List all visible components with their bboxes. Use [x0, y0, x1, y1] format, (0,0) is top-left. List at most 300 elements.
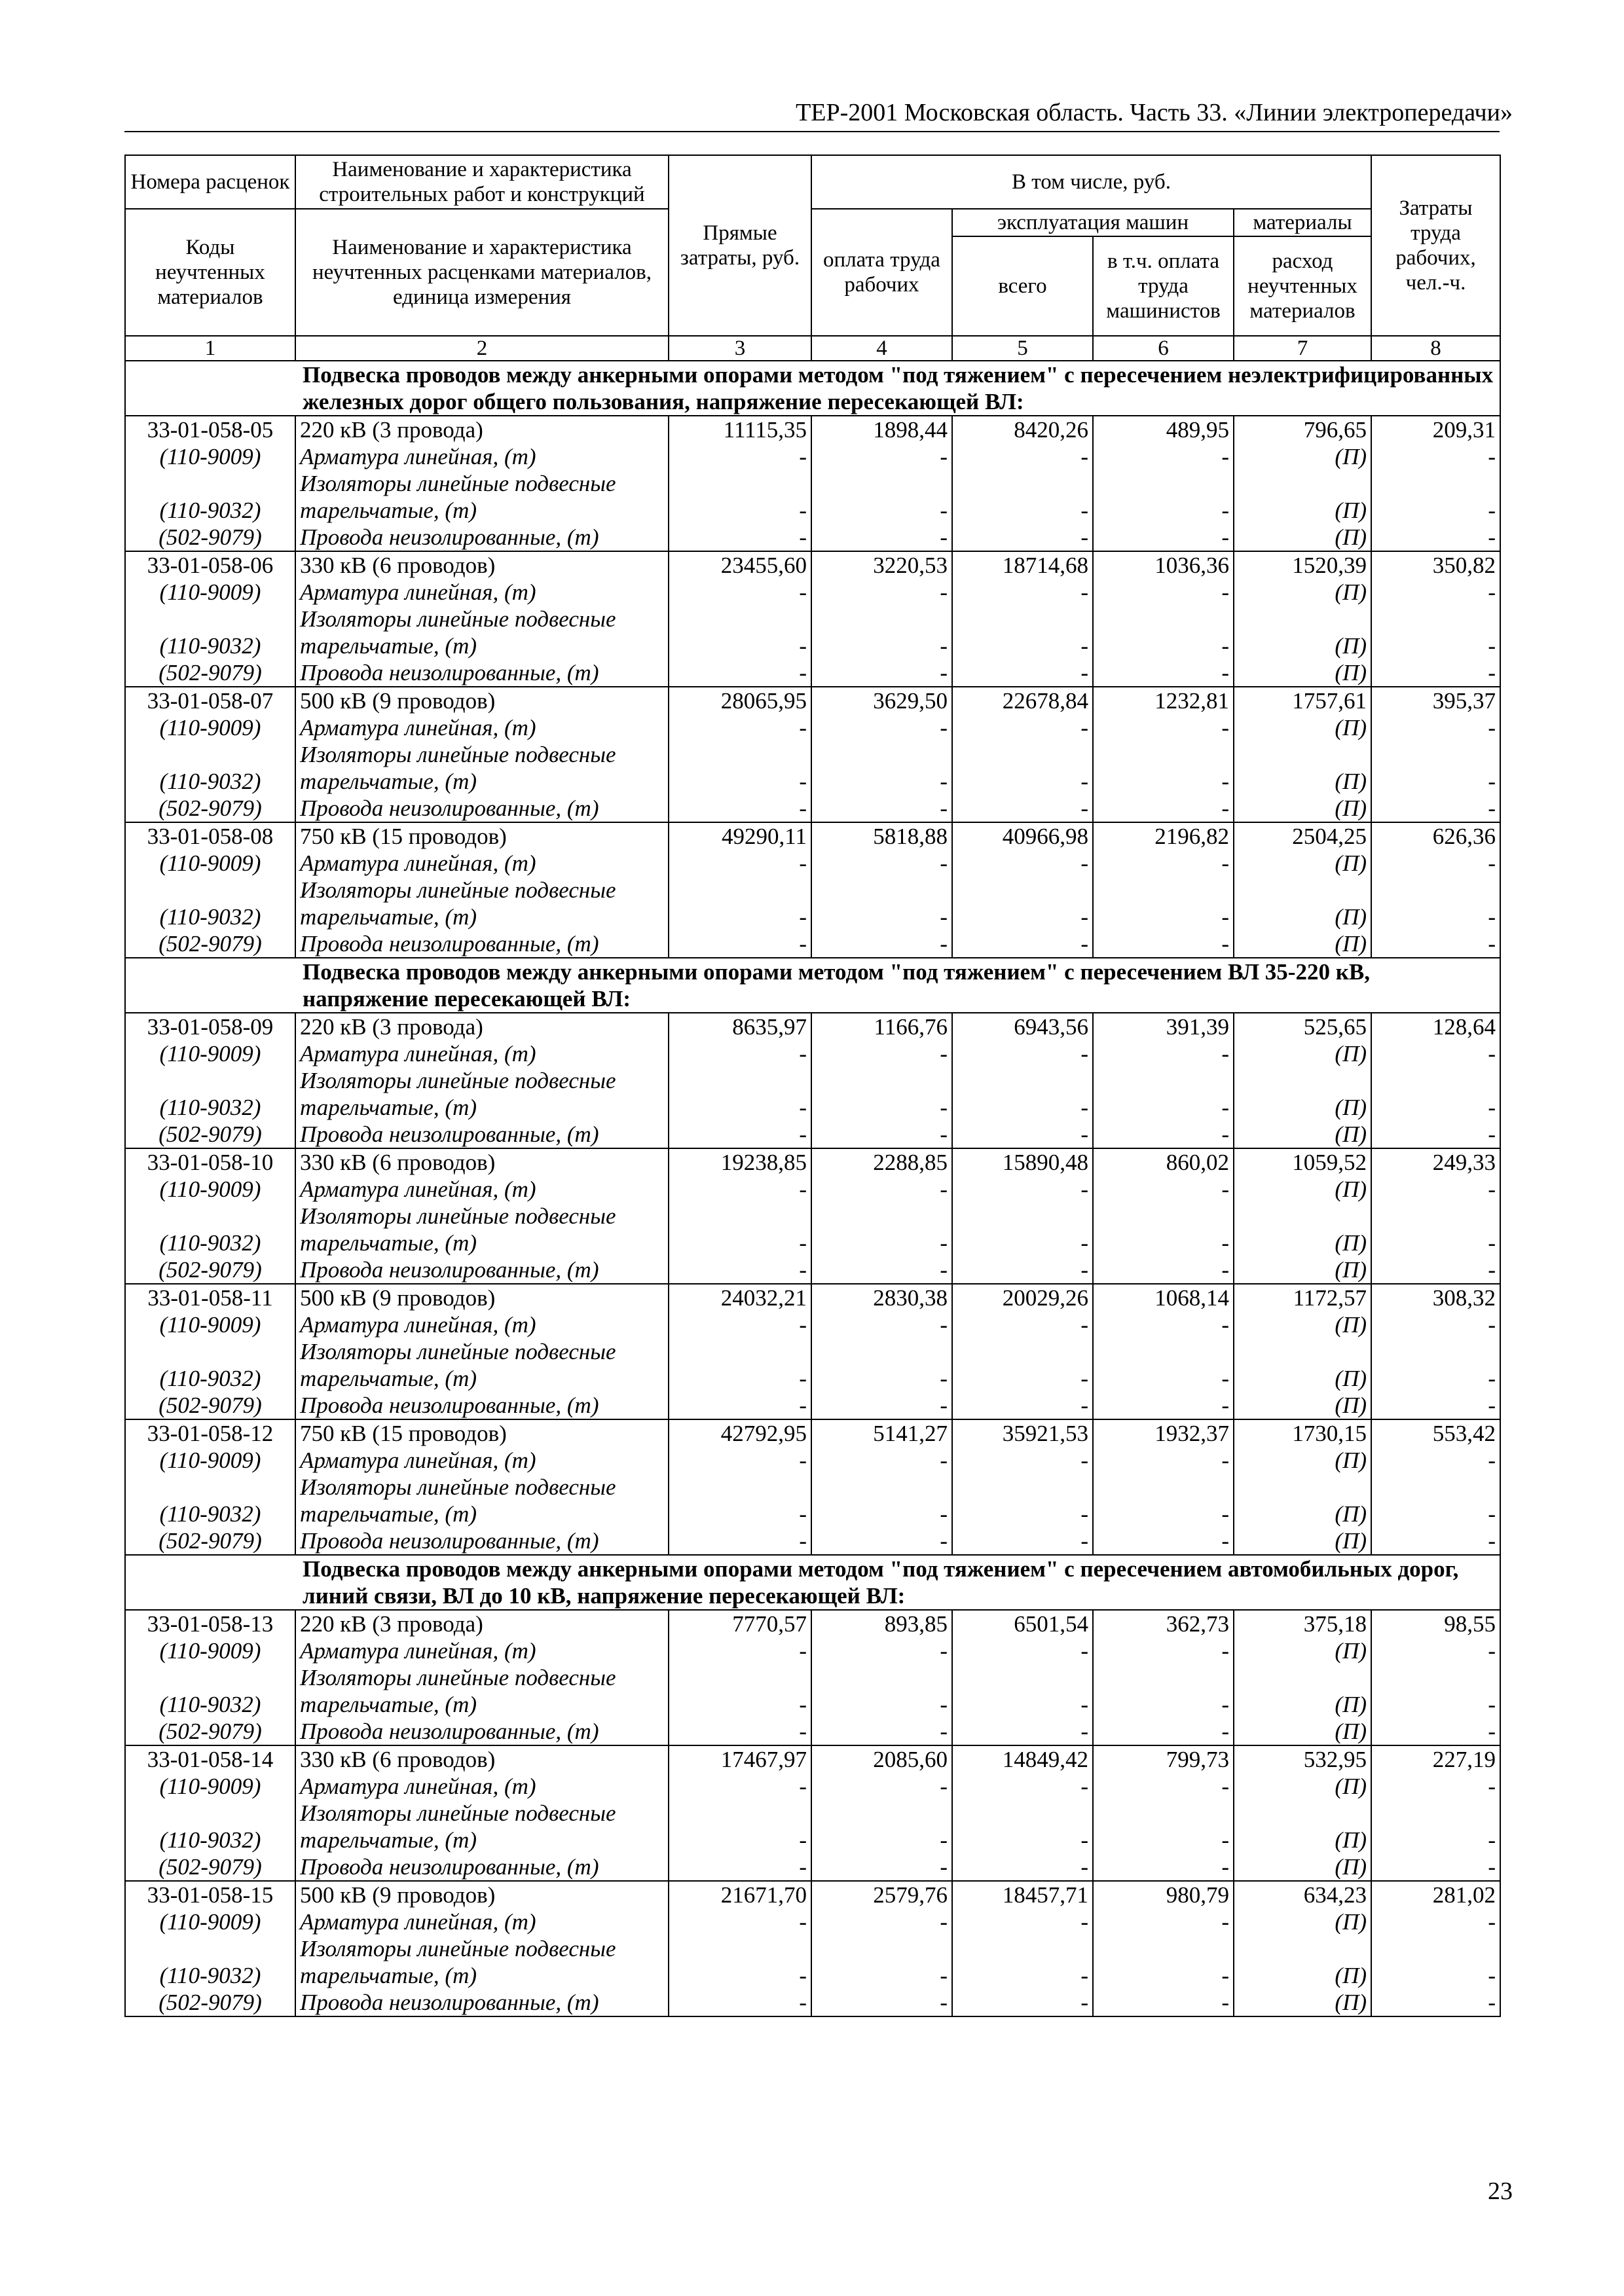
rate-name: 330 кВ (6 проводов): [295, 551, 669, 579]
empty-cell: [952, 470, 1093, 497]
section-heading-row: [125, 958, 1500, 1013]
materials-value: 796,65: [1234, 416, 1371, 443]
direct-costs-value: 23455,60: [669, 551, 811, 579]
material-code: (502-9079): [125, 1121, 295, 1148]
dash-value: -: [952, 659, 1093, 687]
dash-value: -: [669, 1691, 811, 1718]
material-row: [125, 1338, 1500, 1365]
direct-costs-value: 24032,21: [669, 1284, 811, 1311]
material-code: (110-9032): [125, 497, 295, 524]
dash-value: -: [1093, 1501, 1234, 1527]
dash-value: -: [1093, 579, 1234, 606]
material-row: [125, 1040, 1500, 1067]
material-code: (502-9079): [125, 524, 295, 551]
dash-value: -: [811, 1827, 952, 1853]
dash-value: -: [669, 1962, 811, 1989]
rate-row: [125, 1013, 1500, 1040]
dash-value: -: [1093, 1908, 1234, 1935]
material-price-note: (П): [1234, 1501, 1371, 1527]
dash-value: -: [1093, 497, 1234, 524]
rate-name: 500 кВ (9 проводов): [295, 1881, 669, 1908]
material-name: тарельчатые, (т): [295, 1365, 669, 1392]
dash-value: -: [952, 1908, 1093, 1935]
empty-cell: [811, 1664, 952, 1691]
section-heading-row: [125, 361, 1500, 416]
empty-cell: [1093, 741, 1234, 768]
machines-total-value: 22678,84: [952, 687, 1093, 714]
dash-value: -: [669, 632, 811, 659]
dash-value: -: [811, 768, 952, 795]
material-price-note: (П): [1234, 524, 1371, 551]
column-number: 8: [1371, 336, 1500, 361]
operator-pay-value: 489,95: [1093, 416, 1234, 443]
materials-value: 1730,15: [1234, 1419, 1371, 1447]
dash-value: -: [1093, 1827, 1234, 1853]
dash-value: -: [1371, 930, 1500, 958]
material-name: тарельчатые, (т): [295, 1962, 669, 1989]
labor-pay-value: 5141,27: [811, 1419, 952, 1447]
dash-value: -: [669, 497, 811, 524]
dash-value: -: [811, 1637, 952, 1664]
dash-value: -: [952, 1527, 1093, 1555]
labor-pay-value: 1166,76: [811, 1013, 952, 1040]
material-price-note: (П): [1234, 1853, 1371, 1881]
header-rate-numbers: Номера расценок: [125, 155, 295, 209]
dash-value: -: [1093, 1392, 1234, 1419]
empty-cell: [669, 1474, 811, 1501]
direct-costs-value: 17467,97: [669, 1745, 811, 1773]
empty-cell: [952, 1203, 1093, 1230]
material-code: (110-9032): [125, 768, 295, 795]
empty-cell: [952, 741, 1093, 768]
labor-pay-value: 3629,50: [811, 687, 952, 714]
dash-value: -: [1371, 1501, 1500, 1527]
header-labor-pay: оплата труда рабочих: [811, 209, 952, 336]
material-price-note: (П): [1234, 1962, 1371, 1989]
dash-value: -: [1371, 659, 1500, 687]
dash-value: -: [1371, 1121, 1500, 1148]
operator-pay-value: 1036,36: [1093, 551, 1234, 579]
dash-value: -: [669, 768, 811, 795]
material-name: Изоляторы линейные подвесные: [295, 741, 669, 768]
machines-total-value: 35921,53: [952, 1419, 1093, 1447]
empty-cell: [952, 1800, 1093, 1827]
labor-hours-value: 249,33: [1371, 1148, 1500, 1176]
empty-cell: [952, 1338, 1093, 1365]
dash-value: -: [811, 1365, 952, 1392]
dash-value: -: [811, 1527, 952, 1555]
dash-value: -: [669, 1094, 811, 1121]
dash-value: -: [811, 1230, 952, 1256]
material-price-note: (П): [1234, 1908, 1371, 1935]
material-name: Арматура линейная, (т): [295, 1040, 669, 1067]
header-machines-total: всего: [952, 236, 1093, 336]
empty-cell: [669, 1800, 811, 1827]
material-name: Изоляторы линейные подвесные: [295, 1800, 669, 1827]
header-including: В том числе, руб.: [811, 155, 1371, 209]
material-row: [125, 1637, 1500, 1664]
material-code-empty: [125, 1800, 295, 1827]
rate-name: 220 кВ (3 провода): [295, 1610, 669, 1637]
material-name: Арматура линейная, (т): [295, 1311, 669, 1338]
dash-value: -: [1371, 1311, 1500, 1338]
dash-value: -: [952, 1773, 1093, 1800]
material-row: [125, 1718, 1500, 1745]
dash-value: -: [1371, 1094, 1500, 1121]
material-name: Провода неизолированные, (т): [295, 1392, 669, 1419]
dash-value: -: [1093, 1094, 1234, 1121]
empty-cell: [1371, 1338, 1500, 1365]
operator-pay-value: 391,39: [1093, 1013, 1234, 1040]
empty-cell: [1234, 877, 1371, 903]
dash-value: -: [1371, 1256, 1500, 1284]
dash-value: -: [1371, 1230, 1500, 1256]
dash-value: -: [811, 497, 952, 524]
material-price-note: (П): [1234, 768, 1371, 795]
material-row: [125, 1067, 1500, 1094]
dash-value: -: [811, 1962, 952, 1989]
dash-value: -: [952, 850, 1093, 877]
labor-pay-value: 893,85: [811, 1610, 952, 1637]
dash-value: -: [1093, 1637, 1234, 1664]
labor-hours-value: 128,64: [1371, 1013, 1500, 1040]
material-row: [125, 1094, 1500, 1121]
dash-value: -: [669, 1773, 811, 1800]
rate-row: [125, 1148, 1500, 1176]
material-name: Арматура линейная, (т): [295, 1637, 669, 1664]
dash-value: -: [1093, 903, 1234, 930]
rate-name: 500 кВ (9 проводов): [295, 687, 669, 714]
dash-value: -: [669, 1040, 811, 1067]
empty-cell: [1371, 1474, 1500, 1501]
rate-name: 750 кВ (15 проводов): [295, 822, 669, 850]
dash-value: -: [1371, 768, 1500, 795]
empty-cell: [1234, 1800, 1371, 1827]
dash-value: -: [1093, 1989, 1234, 2016]
material-price-note: (П): [1234, 1230, 1371, 1256]
dash-value: -: [952, 1176, 1093, 1203]
dash-value: -: [1371, 1527, 1500, 1555]
material-code: (110-9032): [125, 903, 295, 930]
material-price-note: (П): [1234, 632, 1371, 659]
material-code: (110-9009): [125, 1637, 295, 1664]
dash-value: -: [669, 1176, 811, 1203]
material-code-empty: [125, 1474, 295, 1501]
materials-value: 375,18: [1234, 1610, 1371, 1637]
empty-cell: [1371, 877, 1500, 903]
empty-cell: [1234, 1935, 1371, 1962]
material-price-note: (П): [1234, 1311, 1371, 1338]
header-work-name: Наименование и характеристика строительных работ и конструкций: [295, 155, 669, 209]
dash-value: -: [952, 1718, 1093, 1745]
labor-hours-value: 227,19: [1371, 1745, 1500, 1773]
materials-value: 1520,39: [1234, 551, 1371, 579]
material-code: (110-9009): [125, 1908, 295, 1935]
material-price-note: (П): [1234, 443, 1371, 470]
rate-row: [125, 1284, 1500, 1311]
empty-cell: [1234, 1474, 1371, 1501]
empty-cell: [1093, 1474, 1234, 1501]
operator-pay-value: 799,73: [1093, 1745, 1234, 1773]
dash-value: -: [1093, 1365, 1234, 1392]
labor-hours-value: 626,36: [1371, 822, 1500, 850]
empty-cell: [669, 470, 811, 497]
dash-value: -: [1093, 1773, 1234, 1800]
dash-value: -: [1093, 1230, 1234, 1256]
materials-value: 1059,52: [1234, 1148, 1371, 1176]
material-name: Провода неизолированные, (т): [295, 1853, 669, 1881]
empty-cell: [1371, 1067, 1500, 1094]
material-row: [125, 1392, 1500, 1419]
direct-costs-value: 19238,85: [669, 1148, 811, 1176]
dash-value: -: [952, 1691, 1093, 1718]
empty-cell: [952, 877, 1093, 903]
material-code: (110-9009): [125, 1176, 295, 1203]
dash-value: -: [952, 903, 1093, 930]
dash-value: -: [1371, 1718, 1500, 1745]
rate-code: 33-01-058-11: [125, 1284, 295, 1311]
material-name: Провода неизолированные, (т): [295, 1256, 669, 1284]
header-machine-operation: эксплуатация машин: [952, 209, 1234, 236]
material-name: Арматура линейная, (т): [295, 1773, 669, 1800]
dash-value: -: [952, 930, 1093, 958]
material-name: Провода неизолированные, (т): [295, 659, 669, 687]
dash-value: -: [1371, 1691, 1500, 1718]
dash-value: -: [952, 1094, 1093, 1121]
material-row: [125, 850, 1500, 877]
material-row: [125, 1691, 1500, 1718]
material-code: (110-9032): [125, 632, 295, 659]
machines-total-value: 14849,42: [952, 1745, 1093, 1773]
empty-cell: [1093, 1338, 1234, 1365]
material-code: (110-9009): [125, 714, 295, 741]
dash-value: -: [1093, 659, 1234, 687]
material-code: (110-9032): [125, 1691, 295, 1718]
rate-code: 33-01-058-10: [125, 1148, 295, 1176]
material-price-note: (П): [1234, 714, 1371, 741]
dash-value: -: [669, 714, 811, 741]
material-row: [125, 1501, 1500, 1527]
empty-cell: [1371, 470, 1500, 497]
header-rule: [124, 131, 1500, 132]
dash-value: -: [811, 1392, 952, 1419]
dash-value: -: [669, 930, 811, 958]
dash-value: -: [811, 714, 952, 741]
dash-value: -: [1371, 497, 1500, 524]
empty-cell: [811, 470, 952, 497]
operator-pay-value: 1068,14: [1093, 1284, 1234, 1311]
material-code-empty: [125, 1203, 295, 1230]
dash-value: -: [669, 579, 811, 606]
dash-value: -: [952, 714, 1093, 741]
material-row: [125, 1365, 1500, 1392]
material-name: Провода неизолированные, (т): [295, 1718, 669, 1745]
dash-value: -: [669, 1853, 811, 1881]
rates-table: [124, 155, 1501, 2017]
material-row: [125, 741, 1500, 768]
materials-value: 634,23: [1234, 1881, 1371, 1908]
material-code: (110-9032): [125, 1094, 295, 1121]
material-name: тарельчатые, (т): [295, 1501, 669, 1527]
empty-cell: [1371, 1203, 1500, 1230]
material-row: [125, 1800, 1500, 1827]
empty-cell: [1093, 1800, 1234, 1827]
dash-value: -: [811, 1908, 952, 1935]
material-name: Изоляторы линейные подвесные: [295, 606, 669, 632]
labor-pay-value: 1898,44: [811, 416, 952, 443]
material-code: (502-9079): [125, 795, 295, 822]
material-name: тарельчатые, (т): [295, 497, 669, 524]
material-row: [125, 930, 1500, 958]
empty-cell: [952, 606, 1093, 632]
labor-pay-value: 3220,53: [811, 551, 952, 579]
dash-value: -: [952, 524, 1093, 551]
material-code-empty: [125, 470, 295, 497]
material-code: (502-9079): [125, 1527, 295, 1555]
dash-value: -: [1093, 768, 1234, 795]
dash-value: -: [811, 1691, 952, 1718]
dash-value: -: [952, 1230, 1093, 1256]
empty-cell: [1371, 1935, 1500, 1962]
material-price-note: (П): [1234, 1040, 1371, 1067]
dash-value: -: [952, 1989, 1093, 2016]
material-code: (502-9079): [125, 930, 295, 958]
labor-hours-value: 395,37: [1371, 687, 1500, 714]
empty-cell: [811, 741, 952, 768]
dash-value: -: [669, 1447, 811, 1474]
materials-value: 525,65: [1234, 1013, 1371, 1040]
dash-value: -: [811, 524, 952, 551]
dash-value: -: [952, 1637, 1093, 1664]
dash-value: -: [952, 1853, 1093, 1881]
empty-cell: [811, 606, 952, 632]
dash-value: -: [1371, 1989, 1500, 2016]
dash-value: -: [1093, 1256, 1234, 1284]
dash-value: -: [811, 1256, 952, 1284]
document-header-title: ТЕР-2001 Московская область. Часть 33. «Линии электропередачи»: [796, 99, 1513, 126]
material-price-note: (П): [1234, 1256, 1371, 1284]
rate-row: [125, 1745, 1500, 1773]
empty-cell: [669, 1338, 811, 1365]
direct-costs-value: 7770,57: [669, 1610, 811, 1637]
dash-value: -: [952, 1256, 1093, 1284]
labor-pay-value: 2288,85: [811, 1148, 952, 1176]
section-heading-row: [125, 1555, 1500, 1610]
empty-cell: [1093, 470, 1234, 497]
material-code: (110-9032): [125, 1962, 295, 1989]
rate-name: 500 кВ (9 проводов): [295, 1284, 669, 1311]
rate-row: [125, 1419, 1500, 1447]
rate-code: 33-01-058-08: [125, 822, 295, 850]
direct-costs-value: 42792,95: [669, 1419, 811, 1447]
table-header: [125, 155, 1500, 361]
rate-row: [125, 416, 1500, 443]
material-row: [125, 1664, 1500, 1691]
material-row: [125, 1474, 1500, 1501]
header-material-codes: Коды неучтенных материалов: [125, 209, 295, 336]
dash-value: -: [952, 795, 1093, 822]
empty-cell: [669, 1935, 811, 1962]
column-number: 7: [1234, 336, 1371, 361]
dash-value: -: [1093, 1040, 1234, 1067]
material-price-note: (П): [1234, 850, 1371, 877]
material-price-note: (П): [1234, 1365, 1371, 1392]
section-title: Подвеска проводов между анкерными опорами методом "под тяжением" с пересечением ВЛ 35-220 кВ, напряжение пересекающей ВЛ:: [125, 958, 1500, 1013]
dash-value: -: [669, 1230, 811, 1256]
material-price-note: (П): [1234, 903, 1371, 930]
column-numbers-row: [125, 336, 1500, 361]
dash-value: -: [952, 1040, 1093, 1067]
dash-value: -: [811, 930, 952, 958]
material-name: Провода неизолированные, (т): [295, 795, 669, 822]
dash-value: -: [811, 1447, 952, 1474]
empty-cell: [669, 1664, 811, 1691]
table-body: [125, 361, 1500, 2016]
machines-total-value: 18457,71: [952, 1881, 1093, 1908]
labor-hours-value: 281,02: [1371, 1881, 1500, 1908]
dash-value: -: [669, 1989, 811, 2016]
material-name: Провода неизолированные, (т): [295, 930, 669, 958]
dash-value: -: [1371, 1962, 1500, 1989]
material-price-note: (П): [1234, 579, 1371, 606]
empty-cell: [1371, 1800, 1500, 1827]
dash-value: -: [1093, 1527, 1234, 1555]
material-row: [125, 1773, 1500, 1800]
material-row: [125, 903, 1500, 930]
dash-value: -: [1371, 632, 1500, 659]
dash-value: -: [811, 659, 952, 687]
material-code: (110-9009): [125, 1040, 295, 1067]
material-name: Арматура линейная, (т): [295, 1176, 669, 1203]
direct-costs-value: 11115,35: [669, 416, 811, 443]
material-row: [125, 1447, 1500, 1474]
empty-cell: [952, 1935, 1093, 1962]
dash-value: -: [1371, 1176, 1500, 1203]
material-name: Арматура линейная, (т): [295, 1908, 669, 1935]
material-code-empty: [125, 741, 295, 768]
material-row: [125, 497, 1500, 524]
material-row: [125, 524, 1500, 551]
dash-value: -: [952, 497, 1093, 524]
material-code-empty: [125, 1067, 295, 1094]
material-code: (110-9032): [125, 1230, 295, 1256]
column-number: 2: [295, 336, 669, 361]
empty-cell: [811, 1203, 952, 1230]
dash-value: -: [811, 1176, 952, 1203]
material-price-note: (П): [1234, 1989, 1371, 2016]
material-row: [125, 1176, 1500, 1203]
material-row: [125, 1853, 1500, 1881]
column-number: 5: [952, 336, 1093, 361]
dash-value: -: [811, 1718, 952, 1745]
dash-value: -: [1371, 903, 1500, 930]
material-row: [125, 443, 1500, 470]
material-row: [125, 714, 1500, 741]
material-row: [125, 659, 1500, 687]
material-name: тарельчатые, (т): [295, 1094, 669, 1121]
dash-value: -: [811, 1040, 952, 1067]
dash-value: -: [1371, 443, 1500, 470]
empty-cell: [669, 1067, 811, 1094]
machines-total-value: 8420,26: [952, 416, 1093, 443]
page-number: 23: [1488, 2178, 1513, 2205]
dash-value: -: [811, 1311, 952, 1338]
material-price-note: (П): [1234, 1121, 1371, 1148]
empty-cell: [1371, 741, 1500, 768]
material-row: [125, 1121, 1500, 1148]
column-number: 3: [669, 336, 811, 361]
header-labor-costs: Затраты труда рабочих, чел.-ч.: [1371, 155, 1500, 336]
